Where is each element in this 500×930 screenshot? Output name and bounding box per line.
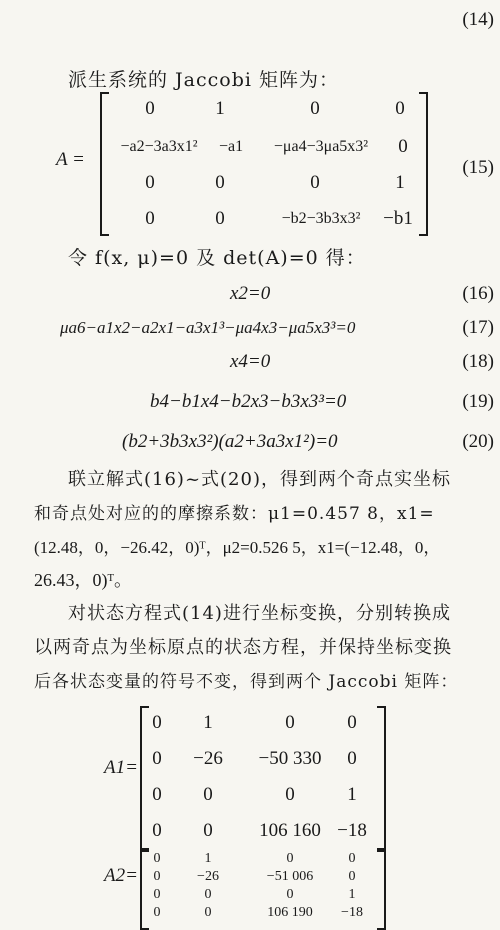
paragraph-2-line-3: 后各状态变量的符号不变，得到两个 Jaccobi 矩阵： bbox=[34, 672, 459, 692]
matrix-a-label: A = bbox=[56, 149, 85, 170]
matrix-a-cell: 0 bbox=[398, 136, 408, 157]
equation-number-18: (18) bbox=[462, 351, 494, 372]
matrix-a1-cell: −18 bbox=[337, 820, 367, 841]
matrix-a2-cell: 0 bbox=[153, 869, 161, 884]
equation-17: μa6−a1x2−a2x1−a3x1³−μa4x3−μa5x3³=0 bbox=[60, 318, 356, 337]
matrix-a-cell: −a1 bbox=[218, 138, 244, 155]
matrix-a2-cell: 0 bbox=[286, 851, 294, 866]
matrix-a-cell: 1 bbox=[215, 98, 225, 119]
matrix-a1-cell: −50 330 bbox=[258, 748, 322, 769]
matrix-a1-cell: 106 160 bbox=[259, 820, 321, 841]
matrix-a2-cell: 0 bbox=[348, 869, 356, 884]
matrix-a-cell: 0 bbox=[395, 98, 405, 119]
matrix-a2-cell: −26 bbox=[197, 869, 219, 884]
matrix-a-cell: 0 bbox=[310, 98, 320, 119]
matrix-a2-cell: −51 006 bbox=[266, 869, 314, 884]
matrix-a1-right-bracket bbox=[377, 706, 386, 850]
matrix-a2-cell: 0 bbox=[153, 851, 161, 866]
equation-number-14: (14) bbox=[462, 9, 494, 30]
equation-number-15: (15) bbox=[462, 157, 494, 178]
matrix-a1-cell: 0 bbox=[152, 820, 162, 841]
matrix-a2-cell: 1 bbox=[348, 887, 356, 902]
intro-jacobi-text: 派生系统的 Jaccobi 矩阵为： bbox=[68, 69, 339, 91]
matrix-a-left-bracket bbox=[100, 92, 109, 236]
equation-number-19: (19) bbox=[462, 391, 494, 412]
conditions-text: 令 f(x, μ)=0 及 det(A)=0 得： bbox=[68, 247, 366, 269]
matrix-a1-cell: 0 bbox=[203, 820, 213, 841]
equation-19: b4−b1x4−b2x3−b3x3³=0 bbox=[150, 391, 347, 412]
matrix-a2-label: A2= bbox=[104, 865, 138, 886]
matrix-a-cell: −a2−3a3x1² bbox=[120, 138, 198, 155]
equation-16: x2=0 bbox=[230, 283, 271, 304]
paragraph-1-line-4: 26.43，0)ᵀ。 bbox=[34, 570, 133, 590]
matrix-a-cell: 0 bbox=[310, 172, 320, 193]
matrix-a2-cell: 0 bbox=[153, 905, 161, 920]
equation-number-17: (17) bbox=[462, 317, 494, 338]
matrix-a-cell: 1 bbox=[395, 172, 405, 193]
matrix-a2-cell: 0 bbox=[204, 905, 212, 920]
equation-number-20: (20) bbox=[462, 431, 494, 452]
paragraph-2-line-2: 以两奇点为坐标原点的状态方程，并保持坐标变换 bbox=[34, 637, 452, 658]
equation-18: x4=0 bbox=[230, 351, 271, 372]
matrix-a1-cell: 0 bbox=[152, 784, 162, 805]
matrix-a-cell: −μa4−3μa5x3² bbox=[273, 138, 369, 155]
matrix-a1-cell: 1 bbox=[203, 712, 213, 733]
paragraph-1-line-1: 联立解式(16)~式(20)，得到两个奇点实坐标 bbox=[68, 469, 451, 490]
matrix-a-cell: 0 bbox=[145, 98, 155, 119]
matrix-a2-cell: 106 190 bbox=[267, 905, 313, 920]
matrix-a-cell: −b1 bbox=[383, 208, 413, 229]
matrix-a-right-bracket bbox=[419, 92, 428, 236]
matrix-a-cell: 0 bbox=[145, 208, 155, 229]
matrix-a2-cell: 0 bbox=[286, 887, 294, 902]
matrix-a-cell: 0 bbox=[145, 172, 155, 193]
matrix-a1-cell: 0 bbox=[152, 712, 162, 733]
paragraph-1-line-3: (12.48，0，−26.42，0)ᵀ，μ2=0.526 5，x1=(−12.48，0， bbox=[34, 538, 441, 557]
matrix-a2-cell: −18 bbox=[341, 905, 363, 920]
matrix-a2-cell: 1 bbox=[204, 851, 212, 866]
matrix-a1-cell: 0 bbox=[347, 712, 357, 733]
equation-number-16: (16) bbox=[462, 283, 494, 304]
matrix-a-cell: 0 bbox=[215, 208, 225, 229]
matrix-a1-cell: −26 bbox=[193, 748, 223, 769]
equation-20: (b2+3b3x3²)(a2+3a3x1²)=0 bbox=[122, 431, 338, 452]
matrix-a1-cell: 0 bbox=[285, 712, 295, 733]
matrix-a2-cell: 0 bbox=[153, 887, 161, 902]
matrix-a1-cell: 0 bbox=[285, 784, 295, 805]
matrix-a1-label: A1= bbox=[104, 757, 138, 778]
matrix-a2-cell: 0 bbox=[204, 887, 212, 902]
paragraph-2-line-1: 对状态方程式(14)进行坐标变换，分别转换成 bbox=[68, 603, 451, 624]
matrix-a2-cell: 0 bbox=[348, 851, 356, 866]
paragraph-1-line-2: 和奇点处对应的的摩擦系数：μ1=0.457 8，x1= bbox=[34, 504, 435, 524]
matrix-a-cell: 0 bbox=[215, 172, 225, 193]
matrix-a2-right-bracket bbox=[377, 850, 386, 930]
matrix-a1-cell: 1 bbox=[347, 784, 357, 805]
matrix-a-cell: −b2−3b3x3² bbox=[281, 210, 361, 227]
matrix-a1-cell: 0 bbox=[347, 748, 357, 769]
matrix-a1-cell: 0 bbox=[203, 784, 213, 805]
matrix-a1-cell: 0 bbox=[152, 748, 162, 769]
